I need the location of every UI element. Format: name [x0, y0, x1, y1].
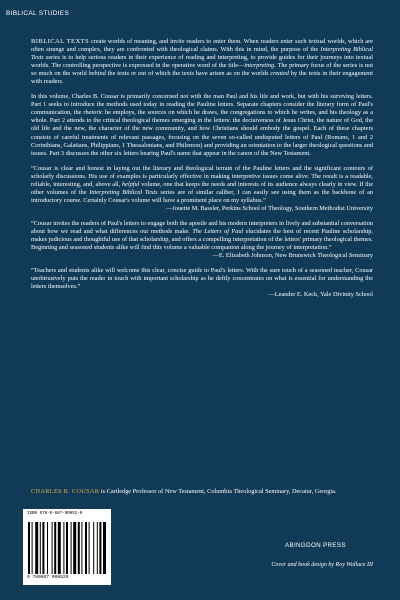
intro-paragraph: BIBLICAL TEXTS create worlds of meaning, and invite readers to enter them. When readers enter such textual worlds, which are often strange and complex, they are confronted with theological claims. With this in mind, the purpose of the Interpreting Biblical Texts series is to help serious readers in their experience of reading and interpreting, to provide guides for their journeys into textual worlds. The controlling perspective is expressed in the operative word of the title—interpreting. The primary focus of the series is not so much on the world behind the texts or out of which the texts have arisen as on the worlds created by the texts in their engagement with readers. [31, 38, 374, 86]
barcode-digits: 9 780687 008520 [27, 575, 69, 580]
barcode-box [23, 509, 111, 585]
endorsement-quote: “Teachers and students alike will welcome this clear, concise guide to Paul's letters. With the sure touch of a seasoned teacher, Cousar unobtrusively puts the reader in touch with important scholarship as he deftly concentrates on what is essential for understanding the letters themselves.” —Leander E. Keck, Yale Divinity School [31, 267, 373, 299]
category-label: BIBLICAL STUDIES [6, 10, 70, 17]
author-name: CHARLES B. COUSAR [31, 488, 100, 495]
endorsement-quote: “Cousar invites the readers of Paul's letters to engage both the apostle and his modern interpreters in lively and substantial conversation about how we read and what differences our methods make. The Letters of Paul elucidates the best of recent Pauline scholarship, makes judicious and thoughtful use of that scholarship, and offers a compelling interpretation of the letters' primary theological themes. Beginning and seasoned students alike will find this volume a valuable companion along the journey of interpretation.” —E. Elizabeth Johnson, New Brunswick Theological Seminary [31, 219, 373, 260]
summary-paragraph: In this volume, Charles B. Cousar is primarily concerned not with the man Paul and his life and work, but with his surviving letters. Part 1 seeks to introduce the methods used today in reading the Pauline letters. Separate chapters consider the literary form of Paul's communication, the rhetoric he employs, the sources on which he draws, the congregations to which he writes, and his theology as a whole. Part 2 attends to the critical theological themes emerging in the letters: the decisiveness of Jesus Christ, the nature of God, the old life and the new, the character of the new community, and how Christians should embody the gospel. Each of these chapters consists of careful treatments of relevant passages, focusing on the seven so-called undisputed letters of Paul (Romans, 1 and 2 Corinthians, Galatians, Philippians, 1 Thessalonians, and Philemon) and providing an orientation to the larger theological questions and issues. Part 3 discusses the other six letters bearing Paul's name that appear in the canon of the New Testament. [31, 93, 373, 157]
cover-text [31, 38, 373, 306]
barcode-icon [28, 522, 106, 574]
design-credit: Cover and book design by Roy Wallace III [271, 562, 373, 568]
quote-attribution: —Leander E. Keck, Yale Divinity School [268, 291, 373, 299]
author-bio: CHARLES B. COUSAR is Cartledge Professor of New Testament, Columbia Theological Seminary, Decatur, Georgia. [31, 488, 337, 495]
publisher-name: ABINGDON PRESS [285, 542, 346, 549]
quote-attribution: —Jouette M. Bassler, Perkins School of Theology, Southern Methodist University [165, 204, 373, 212]
quote-attribution: —E. Elizabeth Johnson, New Brunswick Theological Seminary [212, 252, 373, 260]
dropcap-heading: BIBLICAL TEXTS [31, 38, 90, 45]
isbn-text: ISBN 978-0-687-00852-0 [27, 512, 83, 516]
endorsement-quote: “Cousar is clear and honest in laying out the literary and theological terrain of the Pauline letters and the significant contours of scholarly discussions. His use of examples is particularly effective in making interpretive issues come alive. The result is a readable, reliable, interesting, and, above all, helpful volume, one that keeps the needs and interests of its audience always clearly in view. If the other volumes of the Interpreting Biblical Texts series are of similar caliber, I can easily see using them as the backbone of an introductory course. Certainly Cousar's volume will have a prominent place on my syllabus.” —Jouette M. Bassler, Perkins School of Theology, Southern Methodist University [31, 164, 374, 212]
